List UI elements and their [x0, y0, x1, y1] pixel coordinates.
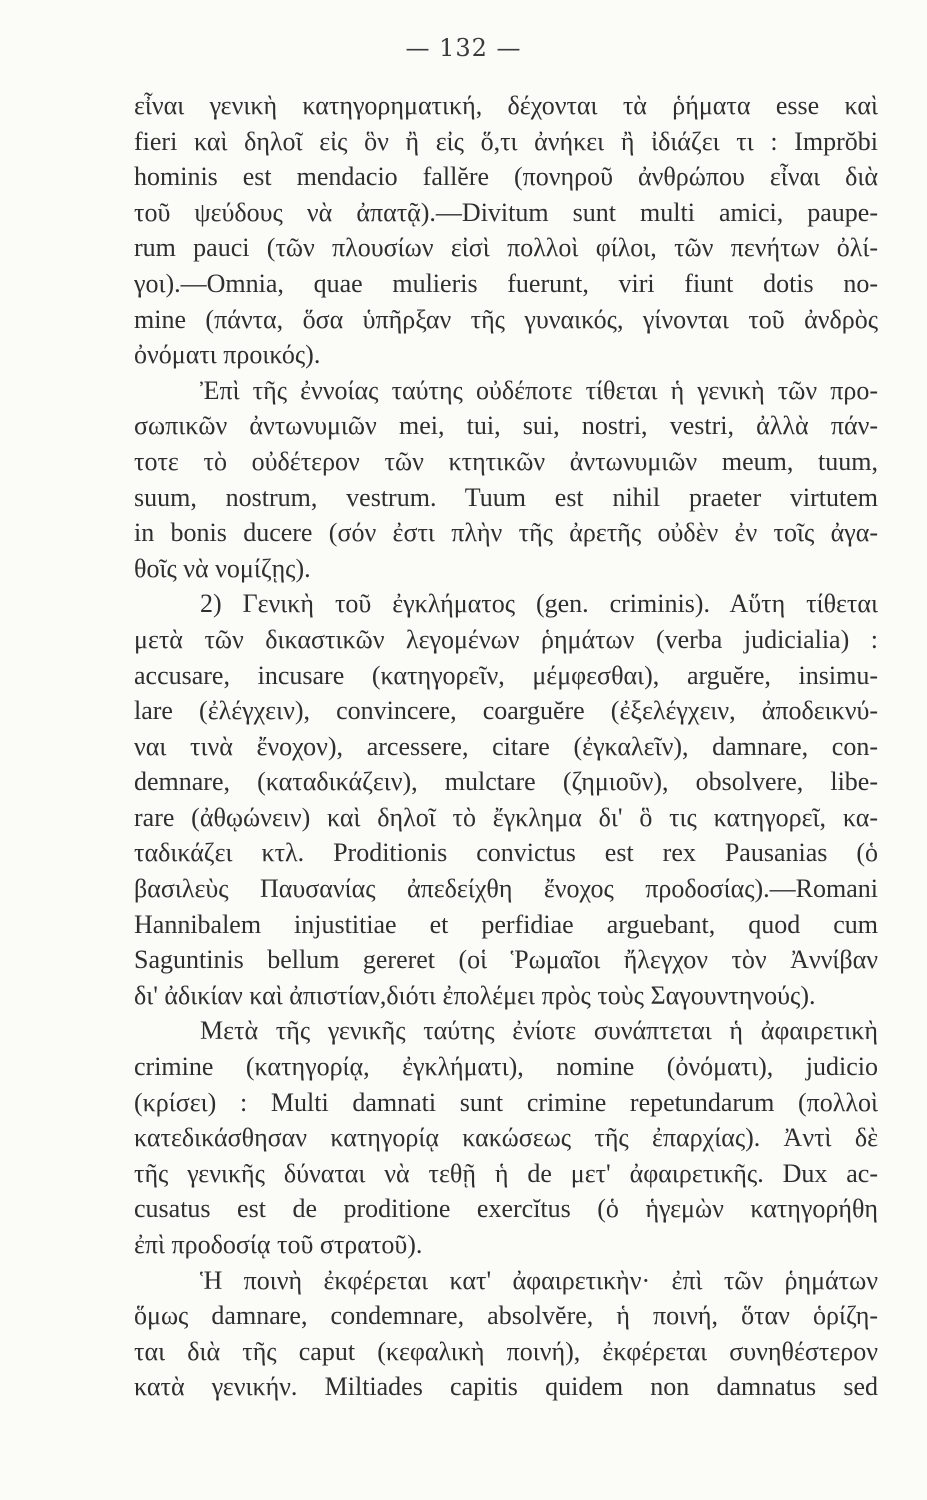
- text-line: 2) Γενικὴ τοῦ ἐγκλήματος (gen. criminis). Αὕτη τίθεται: [200, 589, 878, 619]
- text-line: fieri καὶ δηλοῖ εἰς ὃν ἢ εἰς ὅ,τι ἀνήκει ἢ ἰδιάζει τι : Imprŏbi: [134, 126, 878, 156]
- text-line: τοῦ ψεύδους νὰ ἀπατᾷ).—Divitum sunt multi amici, paupe-: [134, 197, 878, 227]
- text-line: ναι τινὰ ἔνοχον), arcessere, citare (ἐγκαλεῖν), damnare, con-: [134, 731, 878, 761]
- body-text: [134, 88, 878, 1405]
- text-line: θοῖς νὰ νομίζῃς).: [134, 553, 311, 583]
- text-line: cusatus est de proditione exercĭtus (ὁ ἡγεμὼν κατηγορήθη: [134, 1194, 878, 1224]
- text-line: ὅμως damnare, condemnare, absolvĕre, ἡ ποινή, ὅταν ὁρίζη-: [134, 1301, 878, 1331]
- text-line: rum pauci (τῶν πλουσίων εἰσὶ πολλοὶ φίλοι, τῶν πενήτων ὀλί-: [134, 233, 878, 263]
- text-line: ἐπὶ προδοσίᾳ τοῦ στρατοῦ).: [134, 1230, 423, 1259]
- text-line: mine (πάντα, ὅσα ὑπῆρξαν τῆς γυναικός, γίνονται τοῦ ἀνδρὸς: [134, 304, 878, 334]
- page-number: — 132 —: [405, 34, 522, 62]
- text-line: τῆς γενικῆς δύναται νὰ τεθῇ ἡ de μετ' ἀφαιρετικῆς. Dux ac-: [134, 1158, 878, 1188]
- text-line: ταδικάζει κτλ. Proditionis convictus est rex Pausanias (ὁ: [134, 838, 878, 868]
- text-line: γοι).—Omnia, quae mulieris fuerunt, viri fiunt dotis no-: [134, 268, 878, 298]
- text-line: Μετὰ τῆς γενικῆς ταύτης ἐνίοτε συνάπτεται ἡ ἀφαιρετικὴ: [200, 1016, 878, 1046]
- text-line: suum, nostrum, vestrum. Tuum est nihil praeter virtutem: [134, 482, 878, 512]
- text-line: in bonis ducere (σόν ἐστι πλὴν τῆς ἀρετῆς οὐδὲν ἐν τοῖς ἀγα-: [134, 518, 878, 548]
- text-line: μετὰ τῶν δικαστικῶν λεγομένων ῥημάτων (verba judicialia) :: [134, 624, 878, 654]
- text-line: lare (ἐλέγχειν), convincere, coarguĕre (ἐξελέγχειν, ἀποδεικνύ-: [134, 696, 878, 726]
- text-line: κατεδικάσθησαν κατηγορίᾳ κακώσεως τῆς ἐπαρχίας). Ἀντὶ δὲ: [134, 1123, 878, 1153]
- text-line: Ἡ ποινὴ ἐκφέρεται κατ' ἀφαιρετικὴν· ἐπὶ τῶν ῥημάτων: [200, 1265, 878, 1295]
- text-line: ται διὰ τῆς caput (κεφαλικὴ ποινή), ἐκφέρεται συνηθέστερον: [134, 1336, 878, 1366]
- text-line: hominis est mendacio fallĕre (πονηροῦ ἀνθρώπου εἶναι διὰ: [134, 162, 878, 192]
- text-line: δι' ἀδικίαν καὶ ἀπιστίαν,διότι ἐπολέμει πρὸς τοὺς Σαγουντηνούς).: [134, 980, 816, 1010]
- text-line: Saguntinis bellum gereret (οἱ Ῥωμαῖοι ἤλεγχον τὸν Ἀννίβαν: [134, 945, 878, 975]
- text-line: τοτε τὸ οὐδέτερον τῶν κτητικῶν ἀντωνυμιῶν meum, tuum,: [134, 446, 878, 476]
- text-line: demnare, (καταδικάζειν), mulctare (ζημιοῦν), obsolvere, libe-: [134, 767, 878, 797]
- text-line: rare (ἀθῳώνειν) καὶ δηλοῖ τὸ ἔγκλημα δι' ὃ τις κατηγορεῖ, κα-: [134, 802, 878, 832]
- text-line: σωπικῶν ἀντωνυμιῶν mei, tui, sui, nostri, vestri, ἀλλὰ πάν-: [134, 411, 878, 441]
- text-line: ὀνόματι προικός).: [134, 340, 321, 370]
- text-line: Ἐπὶ τῆς ἐννοίας ταύτης οὐδέποτε τίθεται ἡ γενικὴ τῶν προ-: [200, 375, 878, 405]
- text-line: crimine (κατηγορίᾳ, ἐγκλήματι), nomine (ὀνόματι), judicio: [134, 1052, 878, 1082]
- text-line: accusare, incusare (κατηγορεῖν, μέμφεσθαι), arguĕre, insimu-: [134, 660, 878, 690]
- text-line: Hannibalem injustitiae et perfidiae arguebant, quod cum: [134, 909, 878, 939]
- text-line: βασιλεὺς Παυσανίας ἀπεδείχθη ἔνοχος προδοσίας).—Romani: [134, 874, 878, 904]
- text-line: εἶναι γενικὴ κατηγορηματική, δέχονται τὰ ῥήματα esse καὶ: [134, 91, 878, 120]
- text-line: (κρίσει) : Multi damnati sunt crimine repetundarum (πολλοὶ: [134, 1087, 878, 1117]
- text-line: κατὰ γενικήν. Miltiades capitis quidem non damnatus sed: [134, 1372, 878, 1402]
